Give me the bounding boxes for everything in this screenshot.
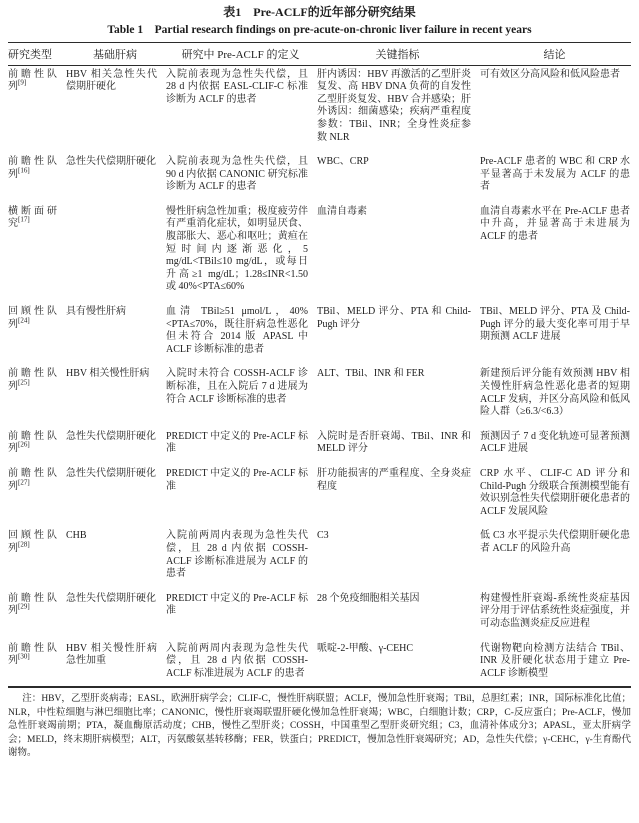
cell-underlying-liver-disease: HBV 相关慢性肝病 <box>66 368 150 380</box>
study-type-label: 回顾性队列 <box>8 306 57 330</box>
reference-superscript: [9] <box>18 78 27 87</box>
cell-pre-aclf-definition: 入院前表现为急性失代偿，且 28 d 内依据 EASL-CLIF-C 标准诊断为 ACLF 的患者 <box>166 68 308 105</box>
study-type-label: 前瞻性队列 <box>8 368 57 392</box>
cell-conclusion: Pre-ACLF 患者的 WBC 和 CRP 水平显著高于未发展为 ACLF 的患者 <box>480 156 630 193</box>
cell-study-type <box>8 428 66 465</box>
study-type-label: 前瞻性队列 <box>8 430 57 455</box>
column-header-conclusion: 结论 <box>480 42 631 65</box>
cell-conclusion: 预测因子 7 d 变化轨迹可显著预测 ACLF 进展 <box>480 430 630 455</box>
reference-superscript: [28] <box>18 540 30 549</box>
cell-study-type <box>8 465 66 527</box>
cell-pre-aclf-definition: PREDICT 中定义的 Pre-ACLF 标准 <box>166 467 308 492</box>
table-row <box>8 640 631 688</box>
reference-superscript: [26] <box>18 441 30 450</box>
study-type-label: 前瞻性队列 <box>8 156 57 180</box>
reference-superscript: [29] <box>18 602 30 611</box>
table-footnote: 注：HBV，乙型肝炎病毒；EASL，欧洲肝病学会；CLIF-C，慢性肝病联盟；ACLF，慢加急性肝衰竭；TBil，总胆红素；INR，国际标准化比值；NLR，中性粒细胞与淋巴细胞比率；CANONIC，慢性肝衰竭联盟肝硬化慢加急性肝衰竭；WBC，白细胞计数；CRP，C-反应蛋白；Pre-ACLF，慢加急性肝衰竭前期；PTA，凝血酶原活动度；CHB，慢性乙型肝炎；COSSH，中国重型乙型肝炎研究组；C3，血清补体成分3；APASL，亚太肝病学会；MELD，终末期肝病模型；ALT，丙氨酸氨基转移酶；FER，铁蛋白；PREDICT，慢加急性肝衰竭研究；AD，急性失代偿；γ-CEHC，γ-生育酚代谢物。 <box>8 694 631 759</box>
cell-pre-aclf-definition: PREDICT 中定义的 Pre-ACLF 标准 <box>166 592 308 617</box>
table-row <box>8 527 631 589</box>
cell-key-indicators: 血清自毒素 <box>317 205 367 217</box>
cell-underlying-liver-disease: HBV 相关急性失代偿期肝硬化 <box>66 68 157 93</box>
reference-superscript: [27] <box>18 478 30 487</box>
cell-underlying-liver-disease: 具有慢性肝病 <box>66 306 126 318</box>
cell-study-type <box>8 527 66 589</box>
cell-pre-aclf-definition: PREDICT 中定义的 Pre-ACLF 标准 <box>166 430 308 455</box>
cell-key-indicators: ALT、TBil、INR 和 FER <box>317 368 425 380</box>
study-type-label: 横断面研究 <box>8 205 57 230</box>
cell-key-indicators: TBil、MELD 评分、PTA 和 Child-Pugh 评分 <box>317 306 471 330</box>
cell-underlying-liver-disease: 急性失代偿期肝硬化 <box>66 592 156 604</box>
cell-underlying-liver-disease: CHB <box>66 530 87 542</box>
column-header-liver-disease: 基础肝病 <box>66 42 166 65</box>
cell-key-indicators: 哌啶-2-甲酸、γ-CEHC <box>317 642 414 654</box>
table-title-english: Table 1 Partial research findings on pre-acute-on-chronic liver failure in recent years <box>107 23 532 36</box>
table-row <box>8 153 631 203</box>
reference-superscript: [24] <box>18 316 30 325</box>
reference-superscript: [17] <box>18 216 30 225</box>
column-header-definition: 研究中 Pre-ACLF 的定义 <box>166 42 317 65</box>
cell-underlying-liver-disease: 急性失代偿期肝硬化 <box>66 156 156 168</box>
cell-study-type <box>8 640 66 688</box>
table-row <box>8 590 631 640</box>
header-row <box>8 42 631 65</box>
table-row <box>8 465 631 527</box>
cell-underlying-liver-disease: 急性失代偿期肝硬化 <box>66 430 156 442</box>
cell-key-indicators: C3 <box>317 530 329 542</box>
cell-study-type <box>8 203 66 303</box>
cell-conclusion: 血清自毒素水平在 Pre-ACLF 患者中升高，并显著高于未进展为 ACLF 的患者 <box>480 205 630 243</box>
cell-pre-aclf-definition: 慢性肝病急性加重；极度疲劳伴有严重消化症状，如明显厌食、腹部胀大、恶心和呕吐；黄疸在短时间内逐渐恶化，5 mg/dL<TBil≤10 mg/dL，或每日升高≥1 mg/dL；1.28≤INR<1.50 或 40%<PTA≤60% <box>166 205 308 293</box>
cell-conclusion: TBil、MELD 评分、PTA 及 Child-Pugh 评分的最大变化率可用于早期预测 ACLF 进展 <box>480 306 630 343</box>
cell-underlying-liver-disease <box>66 203 166 303</box>
cell-conclusion: 代谢物靶向检测方法结合 TBil、INR 及肝硬化状态用于建立 Pre-ACLF 诊断模型 <box>480 642 630 679</box>
cell-study-type <box>8 65 66 153</box>
study-type-label: 前瞻性队列 <box>8 68 57 93</box>
reference-superscript: [16] <box>18 166 30 175</box>
table-row <box>8 203 631 303</box>
study-type-label: 回顾性队列 <box>8 530 57 554</box>
study-type-label: 前瞻性队列 <box>8 467 57 492</box>
cell-key-indicators: 28 个免疫细胞相关基因 <box>317 592 420 604</box>
cell-pre-aclf-definition: 入院前表现为急性失代偿，且 90 d 内依据 CANONIC 研究标准诊断为 ACLF 的患者 <box>166 156 308 193</box>
cell-key-indicators: 肝功能损害的严重程度、全身炎症程度 <box>317 467 471 492</box>
table-row <box>8 428 631 465</box>
research-findings-table <box>8 42 631 689</box>
cell-conclusion: 低 C3 水平提示失代偿期肝硬化患者 ACLF 的风险升高 <box>480 530 630 554</box>
table-row <box>8 65 631 153</box>
cell-pre-aclf-definition: 入院前两周内表现为急性失代偿，且 28 d 内依据 COSSH-ACLF 诊断标准进展为 ACLF 的患者 <box>166 530 308 580</box>
cell-conclusion: 新建预后评分能有效预测 HBV 相关慢性肝病急性恶化患者的短期 ACLF 发病，并区分高风险和低风险人群（≥6.3/<6.3） <box>480 368 630 418</box>
cell-pre-aclf-definition: 入院时未符合 COSSH-ACLF 诊断标准，且在入院后 7 d 进展为符合 ACLF 诊断标准的患者 <box>166 368 308 405</box>
column-header-key-indicators: 关键指标 <box>317 42 480 65</box>
study-type-label: 前瞻性队列 <box>8 642 57 667</box>
cell-key-indicators: 入院时是否肝衰竭、TBil、INR 和 MELD 评分 <box>317 430 471 455</box>
cell-underlying-liver-disease: HBV 相关慢性肝病急性加重 <box>66 642 157 667</box>
cell-conclusion: CRP 水平、CLIF-C AD 评分和 Child-Pugh 分级联合预测模型能有效识别急性失代偿期肝硬化患者的 ACLF 发展风险 <box>480 467 630 517</box>
table-title-chinese: 表1 Pre-ACLF的近年部分研究结果 <box>223 5 416 19</box>
cell-study-type <box>8 153 66 203</box>
cell-study-type <box>8 590 66 640</box>
reference-superscript: [25] <box>18 378 30 387</box>
table-body <box>8 65 631 687</box>
cell-conclusion: 可有效区分高风险和低风险患者 <box>480 68 620 80</box>
cell-key-indicators: WBC、CRP <box>317 156 369 168</box>
reference-superscript: [30] <box>18 652 30 661</box>
study-type-label: 前瞻性队列 <box>8 592 57 617</box>
table-row <box>8 365 631 427</box>
cell-pre-aclf-definition: 入院前两周内表现为急性失代偿，且 28 d 内依据 COSSH-ACLF 标准进展为 ACLF 的患者 <box>166 642 308 679</box>
cell-key-indicators: 肝内诱因：HBV 再激活的乙型肝炎复发、高 HBV DNA 负荷的自发性乙型肝炎复发、HBV 合并感染；肝外诱因：细菌感染；疾病严重程度参数：TBil、INR；全身性炎症参数 NLR <box>317 68 471 143</box>
cell-pre-aclf-definition: 血清 TBil≥51 μmol/L，40%<PTA≤70%，既往肝病急性恶化但未符合 2014 版 APASL 中 ACLF 诊断标准的患者 <box>166 306 308 355</box>
cell-conclusion: 构建慢性肝衰竭-系统性炎症基因评分用于评估系统性炎症强度，并可动态监测炎症反应进程 <box>480 592 630 629</box>
cell-study-type <box>8 303 66 365</box>
cell-underlying-liver-disease: 急性失代偿期肝硬化 <box>66 467 156 479</box>
column-header-study-type: 研究类型 <box>8 42 66 65</box>
table-row <box>8 303 631 365</box>
cell-study-type <box>8 365 66 427</box>
